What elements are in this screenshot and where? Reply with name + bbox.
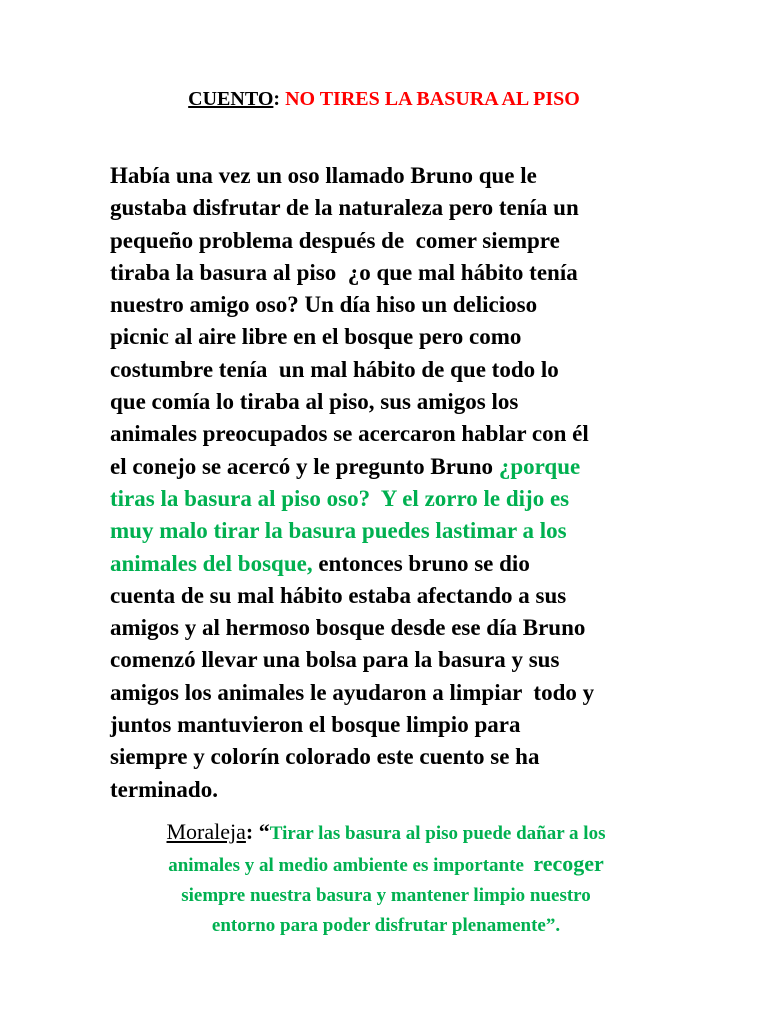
story-line: pequeño problema después de comer siempre	[110, 227, 560, 253]
moral-text: Tirar las basura al piso puede dañar a los	[269, 823, 606, 844]
story-line: amigos los animales le ayudaron a limpiar todo y	[110, 679, 595, 705]
story-line: comenzó llevar una bolsa para la basura y sus	[110, 647, 560, 673]
moral-label: Moraleja	[166, 819, 246, 844]
title-name: NO TIRES LA BASURA AL PISO	[285, 88, 580, 110]
moral-line	[80, 849, 692, 881]
story-line: siempre y colorín colorado este cuento se ha	[110, 744, 540, 770]
dialogue-line: muy malo tirar la basura puedes lastimar a los	[110, 518, 567, 544]
story-line: terminado.	[110, 776, 218, 802]
story-line: amigos y al hermoso bosque desde ese día Bruno	[110, 615, 586, 641]
title-separator: :	[273, 88, 286, 110]
story-line: Había una vez un oso llamado Bruno que le	[110, 163, 537, 188]
story-line: costumbre tenía un mal hábito de que todo lo	[110, 356, 559, 382]
story-line-text: el conejo se acercó y le pregunto Bruno	[110, 453, 499, 479]
moral-line: siempre nuestra basura y mantener limpio nuestro	[181, 885, 591, 906]
story-title	[0, 85, 768, 113]
dialogue-text: animales del bosque,	[110, 550, 313, 576]
dialogue-line: tiras la basura al piso oso? Y el zorro le dijo es	[110, 485, 570, 511]
moral-text: animales y al medio ambiente es importante	[168, 855, 534, 876]
story-line-mixed	[110, 548, 670, 580]
moral-text-emphasis: recoger	[533, 851, 604, 876]
title-label: CUENTO	[188, 88, 274, 110]
story-body	[110, 160, 670, 806]
story-line-text: entonces bruno se dio	[312, 550, 530, 576]
story-line: que comía lo tiraba al piso, sus amigos los	[110, 389, 519, 415]
story-line: picnic al aire libre en el bosque pero como	[110, 324, 522, 350]
moral-line: entorno para poder disfrutar plenamente”.	[211, 915, 561, 936]
story-line: animales preocupados se acercaron hablar con él	[110, 421, 589, 447]
moral-open-quote: “	[258, 819, 270, 844]
story-line: cuenta de su mal hábito estaba afectando a sus	[110, 582, 567, 608]
story-line-mixed	[110, 451, 670, 483]
story-line: juntos mantuvieron el bosque limpio para	[110, 712, 521, 738]
moral-line	[80, 817, 692, 849]
story-line: tiraba la basura al piso ¿o que mal hábito tenía	[110, 259, 578, 285]
story-line: nuestro amigo oso? Un día hiso un delicioso	[110, 292, 538, 318]
moral-separator: :	[245, 819, 259, 844]
story-line: gustaba disfrutar de la naturaleza pero tenía un	[110, 195, 579, 221]
moral-section	[80, 817, 692, 941]
dialogue-text: ¿porque	[498, 453, 581, 479]
